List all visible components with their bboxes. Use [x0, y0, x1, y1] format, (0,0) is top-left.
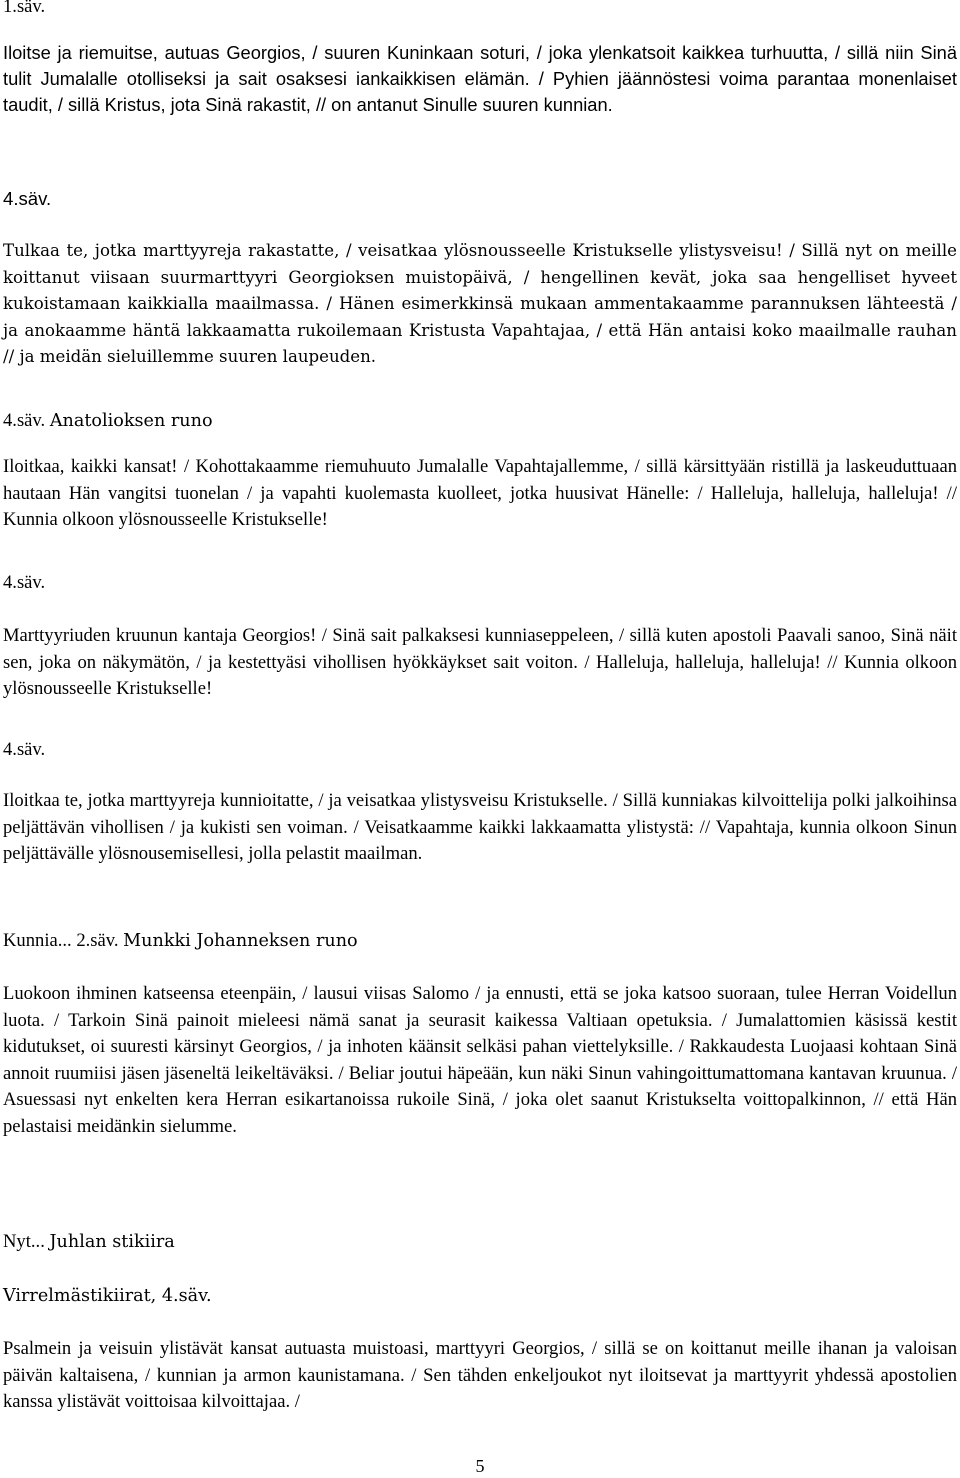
hymn-text: Psalmein ja veisuin ylistävät kansat autuasta muistoasi, marttyyri Georgios, / sillä se on koittanut meille ihanan ja valoisan päivän kaltaisena, / kunnian ja armon kaunistamana. / Sen tähden enkeljoukot nyt iloitsevat ja marttyyrit yhdessä apostolien kanssa ylistävät voittoisaa kilvoittajaa. / [3, 1338, 957, 1413]
section-heading: 4.säv. [3, 572, 46, 593]
hymn-text: Tulkaa te, jotka marttyyreja rakastatte, / veisatkaa ylösnousseelle Kristukselle ylistysveisu! / Sillä nyt on meille koittanut viisaan suurmarttyyri Georgioksen muistopäivä, / hengellinen kevät, joka saa hengelliset hyveet kukoistamaan kaikkialla maailmassa. / Hänen esimerkkinsä mukaan ammentakaamme parannuksen lähteestä / ja anokaamme häntä lakkaamatta rukoilemaan Kristusta Vapahtajaa, / että Hän antaisi koko maailmalle rauhan // ja meidän sieluillemme suuren laupeuden. [3, 241, 957, 367]
section-heading: 4.säv. [3, 188, 52, 209]
section-heading: 1.säv. [3, 0, 46, 17]
tone-label: Nyt... [3, 1231, 45, 1252]
hymn-author-title: Anatolioksen runo [49, 411, 213, 431]
troparion-text: Iloitse ja riemuitse, autuas Georgios, / suuren Kuninkaan soturi, / joka ylenkatsoit kaikkea turhuutta, / sillä niin Sinä tulit Jumalalle otolliseksi ja sait osaksesi iankaikkisen elämän. / Pyhien jäännöstesi voima parantaa monenlaiset taudit, / sillä Kristus, jota Sinä rakastit, // on antanut Sinulle suuren kunnian. [3, 42, 957, 115]
section-heading [3, 928, 358, 955]
section-heading: 4.säv. [3, 739, 46, 760]
page-number: 5 [475, 1456, 485, 1476]
section-heading [3, 408, 213, 435]
hymn-author-title: Munkki Johanneksen runo [123, 931, 358, 951]
hymn-title: Juhlan stikiira [49, 1232, 175, 1252]
tone-label: Kunnia... 2.säv. [3, 930, 119, 951]
hymn-text: Luokoon ihminen katseensa eteenpäin, / lausui viisas Salomo / ja ennusti, että se joka katsoo suoraan, tulee Herran Voidellun luota. / Tarkoin Sinä painoit mieleesi nämä sanat ja seurasit kaikessa Valtiaan opetuksia. / Jumalattomien käsissä kestit kidutukset, oi suuresti kärsinyt Georgios, / ja inhoten käänsit selkäsi pahan viettelyksille. / Rakkaudesta Luojaasi kohtaan Sinä annoit ruumiisi jäsen jäseneltä leikeltäväksi. / Beliar joutui häpeään, kun näki Sinun vahingoittumattomana kantavan kruunua. / Asuessasi nyt enkelten kera Herran esikartanoissa rukoile Sinä, / joka olet saanut Kristukselta voittopalkinnon, // että Hän pelastaisi meidänkin sielumme. [3, 983, 957, 1137]
tone-label: 4.säv. [3, 410, 46, 431]
hymn-text: Iloitkaa, kaikki kansat! / Kohottakaamme riemuhuuto Jumalalle Vapahtajallemme, / sillä kärsittyään ristillä ja laskeuduttuaan hautaan Hän vangitsi tuonelan / ja vapahti kuolemasta kuolleet, jotka huusivat Hänelle: / Halleluja, halleluja, halleluja! // Kunnia olkoon ylösnousseelle Kristukselle! [3, 456, 957, 531]
section-heading: Virrelmästikiirat, 4.säv. [3, 1286, 212, 1306]
hymn-text: Marttyyriuden kruunun kantaja Georgios! / Sinä sait palkaksesi kunniaseppeleen, / sillä kuten apostoli Paavali sanoo, Sinä näit sen, joka on näkymätön, / ja kestettyäsi vihollisen hyökkäykset sait voiton. / Halleluja, halleluja, halleluja! // Kunnia olkoon ylösnousseelle Kristukselle! [3, 625, 957, 700]
hymn-text: Iloitkaa te, jotka marttyyreja kunnioitatte, / ja veisatkaa ylistysveisu Kristukselle. / Sillä kunniakas kilvoittelija polki jalkoihinsa peljättävän vihollisen / ja kukisti sen voiman. / Veisatkaamme kaikki lakkaamatta ylistystä: // Vapahtaja, kunnia olkoon Sinun peljättävälle ylösnousemisellesi, jolla pelastit maailman. [3, 790, 957, 865]
section-heading [3, 1229, 175, 1256]
